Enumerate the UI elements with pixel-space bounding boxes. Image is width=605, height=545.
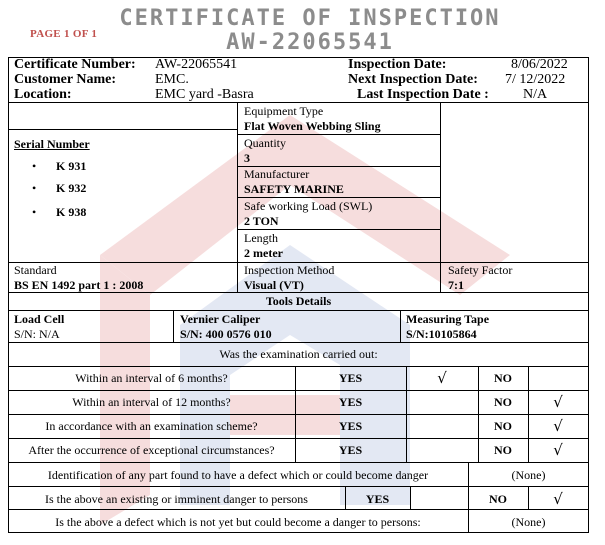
length-label: Length [244, 231, 278, 245]
quantity-value: 3 [244, 151, 250, 165]
swl-label: Safe working Load (SWL) [244, 199, 373, 213]
inspection-method-value: Visual (VT) [244, 278, 304, 292]
swl-value: 2 TON [244, 214, 279, 228]
next-inspection-value: 7/ 12/2022 [505, 72, 566, 87]
tool-name: Load Cell [14, 312, 65, 326]
manufacturer-value: SAFETY MARINE [244, 182, 344, 196]
serial-item: K 931 [56, 159, 87, 173]
defect-answer: (None) [511, 468, 546, 482]
location-value: EMC yard -Basra [155, 87, 254, 102]
inspection-date-value: 8/06/2022 [511, 57, 568, 72]
yes-label: YES [338, 371, 363, 385]
next-inspection-label: Next Inspection Date: [348, 72, 478, 87]
danger-question: Is the above an existing or imminent danger to persons [45, 492, 308, 506]
check-mark: √ [553, 490, 563, 508]
check-mark: √ [553, 417, 563, 435]
equipment-type-value: Flat Woven Webbing Sling [244, 119, 381, 133]
check-mark: √ [437, 369, 447, 387]
standard-label: Standard [14, 263, 57, 277]
equipment-type-label: Equipment Type [244, 104, 324, 118]
yes-label: YES [365, 492, 390, 506]
no-label: NO [494, 395, 512, 409]
serial-number-label: Serial Number [14, 137, 90, 151]
no-label: NO [494, 371, 512, 385]
tools-details-title: Tools Details [265, 294, 332, 308]
defect-question: Identification of any part found to have a defect which or could become danger [47, 468, 429, 482]
safety-factor-value: 7:1 [448, 278, 464, 292]
exam-row-label: In accordance with an examination scheme? [45, 419, 258, 433]
location-label: Location: [14, 87, 72, 102]
tool-name: Vernier Caliper [180, 312, 261, 326]
serial-item: K 932 [56, 181, 87, 195]
tool-sn: S/N: 400 0576 010 [180, 327, 272, 341]
certificate-title: CERTIFICATE OF INSPECTION [119, 6, 501, 31]
yes-label: YES [338, 395, 363, 409]
exam-question: Was the examination carried out: [219, 347, 378, 361]
length-value: 2 meter [244, 246, 283, 260]
no-label: NO [494, 419, 512, 433]
page-label: PAGE 1 OF 1 [30, 28, 98, 40]
tool-name: Measuring Tape [406, 312, 490, 326]
exam-row-label: After the occurrence of exceptional circumstances? [28, 443, 275, 457]
cert-number-label: Certificate Number: [14, 57, 136, 72]
no-label: NO [489, 492, 507, 506]
serial-item: K 938 [56, 205, 87, 219]
tool-sn: S/N: N/A [14, 327, 60, 341]
no-label: NO [494, 443, 512, 457]
standard-value: BS EN 1492 part 1 : 2008 [14, 278, 144, 292]
exam-row-label: Within an interval of 6 months? [75, 371, 228, 385]
cert-number-value: AW-22065541 [155, 57, 238, 72]
check-mark: √ [553, 393, 563, 411]
yes-label: YES [338, 419, 363, 433]
inspection-date-label: Inspection Date: [348, 57, 447, 72]
customer-label: Customer Name: [14, 72, 116, 87]
check-mark: √ [553, 441, 563, 459]
certificate-table: Certificate Number: AW-22065541 Customer Name: EMC. Location: EMC yard -Basra Inspection Date: 8/06/2022 Next Inspection Date: 7/ 12/2022 Last Inspection Date : N/A Serial Number • K 931 • K 932 • K 938 Equipment Type Flat Woven Webbing Sling Quantity 3 Manufacturer SAFETY MARINE Safe working Load (SWL) 2 TON Length 2 meter Standard BS EN 1492 part 1 : 2008 Inspection Method Visual (VT) Safety Factor 7:1 Tools Details Load Cell S/N: N/A Vernier Caliper S/N: 400 0576 010 Measuring Tape S/N:10105864 Was the examination carried out: Within an interval of 6 months? YES √ NO Within an interval of 12 months? YES NO √ In accordance with an examination scheme? YES NO √ After the occurrence of exceptional circumstances? YES NO √ Identification of any part found to have a defect which or could become danger (None) Is the above an existing or imminent danger to persons YES NO √ Is the above a defect which is not yet but could become a danger to persons: (None) [8, 57, 589, 533]
quantity-label: Quantity [244, 136, 286, 150]
certificate-number-title: AW-22065541 [226, 30, 394, 55]
customer-value: EMC. [155, 72, 189, 87]
future-danger-question: Is the above a defect which is not yet but could become a danger to persons: [55, 515, 421, 529]
future-danger-answer: (None) [511, 515, 546, 529]
last-inspection-value: N/A [523, 87, 548, 102]
exam-row-label: Within an interval of 12 months? [72, 395, 231, 409]
yes-label: YES [338, 443, 363, 457]
inspection-method-label: Inspection Method [244, 263, 335, 277]
tool-sn: S/N:10105864 [406, 327, 477, 341]
manufacturer-label: Manufacturer [244, 167, 310, 181]
last-inspection-label: Last Inspection Date : [357, 87, 489, 102]
safety-factor-label: Safety Factor [448, 263, 513, 277]
